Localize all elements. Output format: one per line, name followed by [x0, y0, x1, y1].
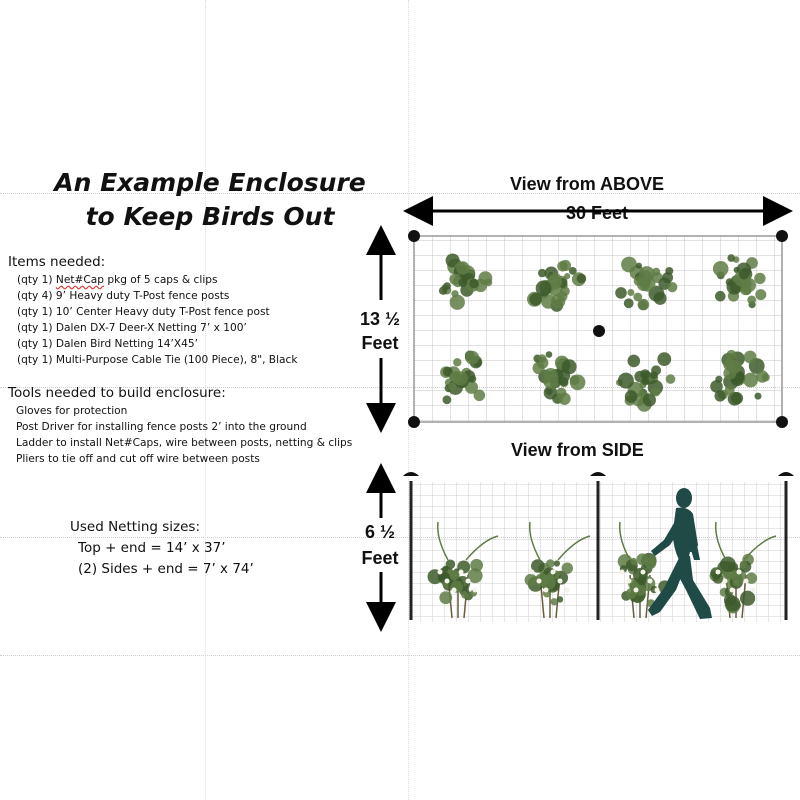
item-row: (qty 1) Dalen Bird Netting 14’X45’: [17, 338, 199, 350]
side-height-number: 6 ½: [364, 522, 396, 542]
above-height-unit: Feet: [361, 333, 399, 353]
tools-heading: Tools needed to build enclosure:: [8, 385, 226, 401]
tool-row: Pliers to tie off and cut off wire between posts: [16, 453, 260, 465]
item-row: (qty 4) 9’ Heavy duty T-Post fence posts: [17, 290, 230, 302]
item-row: (qty 1) Dalen DX-7 Deer-X Netting 7’ x 100’: [17, 322, 247, 334]
netting-heading: Used Netting sizes:: [70, 519, 200, 535]
side-view-label: View from SIDE: [511, 440, 644, 460]
post-cap-marker: [408, 416, 420, 428]
netting-size-row: Top + end = 14’ x 37’: [78, 540, 226, 556]
above-height-number: 13 ½: [360, 309, 401, 329]
title-line-2: to Keep Birds Out: [85, 202, 335, 231]
item-row: (qty 1) 10’ Center Heavy duty T-Post fence post: [17, 306, 270, 318]
center-post-marker: [593, 325, 605, 337]
items-heading: Items needed:: [8, 254, 106, 270]
tool-row: Post Driver for installing fence posts 2’ into the ground: [16, 421, 307, 433]
width-label: 30 Feet: [560, 203, 634, 224]
side-height-unit: Feet: [361, 548, 399, 568]
post-cap-marker: [776, 416, 788, 428]
post-cap-marker: [408, 230, 420, 242]
item-row: (qty 1) Net#Cap pkg of 5 caps & clips: [17, 274, 218, 286]
tool-row: Gloves for protection: [16, 405, 128, 417]
item-row: (qty 1) Multi-Purpose Cable Tie (100 Piece), 8", Black: [17, 354, 298, 366]
post-cap-marker: [776, 230, 788, 242]
netting-size-row: (2) Sides + end = 7’ x 74’: [78, 561, 254, 577]
title-line-1: An Example Enclosure: [54, 168, 366, 197]
tool-row: Ladder to install Net#Caps, wire between posts, netting & clips: [16, 437, 353, 449]
above-view-label: View from ABOVE: [510, 174, 665, 194]
